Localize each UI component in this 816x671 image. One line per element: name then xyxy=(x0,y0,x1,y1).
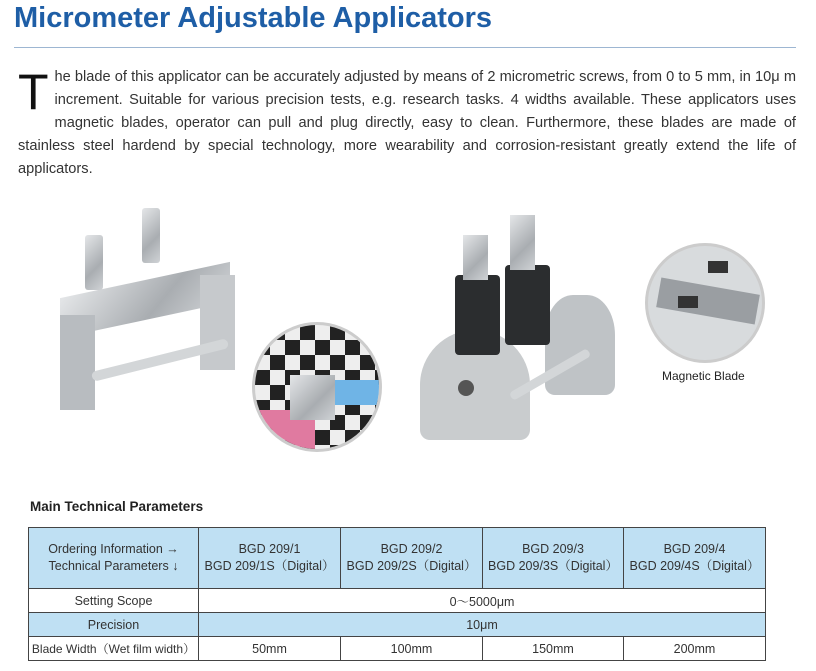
intro-text: he blade of this applicator can be accurately adjusted by means of 2 micrometric screws, from 0 to 5 mm, in 10μ m increment. Suitable for various precision tests, e.g. research tasks. 4 widths available. These applicators uses magnetic blades, operator can pull and plug directly, easy to clean. Furthermore, these blades are made of stainless steel hardend by special technology, more wearability and corrosion-resistant greatly extend the life of applicators. xyxy=(18,69,796,177)
row-label: Setting Scope xyxy=(29,589,199,613)
model-name: BGD 209/1 xyxy=(238,542,301,556)
table-row xyxy=(29,637,766,661)
parameters-table xyxy=(28,527,766,661)
model-digital: BGD 209/1S（Digital） xyxy=(204,559,335,573)
page-title: Micrometer Adjustable Applicators xyxy=(14,2,493,34)
model-cell xyxy=(199,528,341,589)
drop-cap: T xyxy=(18,64,49,120)
row-label: Blade Width（Wet film width） xyxy=(29,637,199,661)
setting-scope-value: 0～5000μm xyxy=(199,589,766,613)
model-cell xyxy=(483,528,624,589)
section-title: Main Technical Parameters xyxy=(30,499,204,514)
table-header-row xyxy=(29,528,766,589)
ordering-info-label: Ordering Information → xyxy=(48,542,179,556)
manual-applicator-image xyxy=(50,205,250,405)
model-digital: BGD 209/2S（Digital） xyxy=(346,559,477,573)
technical-parameters-label: Technical Parameters ↓ xyxy=(48,559,179,573)
blade-width-value: 100mm xyxy=(341,637,483,661)
blade-width-value: 150mm xyxy=(483,637,624,661)
intro-paragraph xyxy=(18,66,796,181)
blade-width-value: 200mm xyxy=(624,637,766,661)
model-name: BGD 209/2 xyxy=(380,542,443,556)
magnetic-blade-image xyxy=(645,243,765,363)
title-divider xyxy=(14,47,796,48)
model-digital: BGD 209/4S（Digital） xyxy=(629,559,760,573)
blade-width-value: 50mm xyxy=(199,637,341,661)
precision-value: 10μm xyxy=(199,613,766,637)
model-digital: BGD 209/3S（Digital） xyxy=(488,559,618,573)
table-row xyxy=(29,613,766,637)
applicator-in-use-image xyxy=(252,322,382,452)
model-name: BGD 209/3 xyxy=(522,542,584,556)
corner-cell xyxy=(29,528,199,589)
model-name: BGD 209/4 xyxy=(663,542,726,556)
magnetic-blade-caption: Magnetic Blade xyxy=(662,369,745,383)
model-cell xyxy=(624,528,766,589)
row-label: Precision xyxy=(29,613,199,637)
model-cell xyxy=(341,528,483,589)
digital-applicator-image xyxy=(415,210,615,450)
table-row xyxy=(29,589,766,613)
